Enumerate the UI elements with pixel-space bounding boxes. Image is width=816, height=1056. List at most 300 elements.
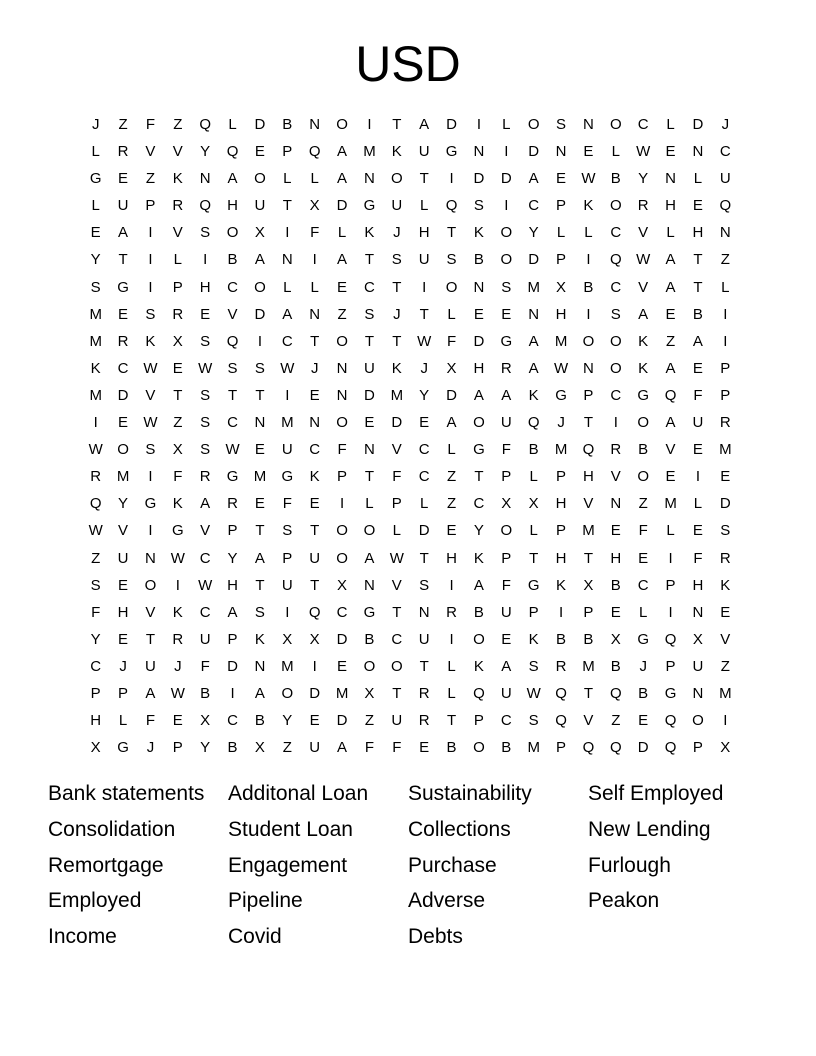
grid-letter: I	[723, 332, 728, 350]
grid-letter: Y	[282, 712, 293, 730]
grid-letter: Y	[473, 522, 484, 540]
grid-letter: O	[500, 522, 513, 540]
grid-letter: O	[473, 739, 485, 757]
grid-letter: T	[392, 116, 402, 133]
grid-letter: R	[418, 712, 430, 730]
grid-letter: X	[254, 224, 265, 242]
grid-letter: L	[420, 197, 429, 215]
grid-letter: Z	[720, 251, 730, 269]
grid-letter: C	[637, 116, 649, 133]
grid-letter: S	[446, 251, 457, 269]
grid-letter: N	[610, 495, 622, 513]
grid-letter: E	[665, 468, 676, 486]
grid-letter: K	[172, 170, 183, 188]
grid-letter: L	[666, 224, 675, 242]
grid-letter: C	[227, 414, 238, 432]
word-list-item: Employed	[48, 889, 142, 913]
grid-letter: K	[90, 359, 101, 377]
grid-letter: H	[446, 549, 457, 567]
grid-row	[82, 707, 739, 734]
grid-letter: T	[583, 549, 594, 567]
grid-letter: G	[363, 197, 376, 215]
grid-row	[82, 734, 739, 761]
grid-row	[82, 626, 739, 653]
grid-letter: T	[392, 684, 402, 702]
grid-letter: R	[555, 657, 567, 675]
grid-letter: K	[473, 549, 484, 567]
grid-letter: A	[254, 684, 265, 702]
grid-letter: O	[500, 224, 513, 242]
grid-letter: C	[90, 657, 102, 675]
grid-letter: E	[118, 170, 129, 188]
grid-letter: E	[501, 305, 512, 323]
grid-letter: M	[335, 684, 349, 702]
grid-letter: G	[664, 684, 677, 702]
grid-letter: V	[227, 305, 238, 323]
grid-letter: L	[310, 278, 319, 296]
grid-letter: R	[446, 603, 457, 621]
grid-letter: O	[390, 657, 403, 675]
grid-letter: P	[172, 739, 183, 757]
grid-letter: R	[719, 414, 731, 432]
grid-letter: E	[665, 143, 676, 161]
grid-letter: D	[418, 522, 430, 540]
grid-letter: G	[144, 495, 157, 513]
grid-letter: Z	[638, 495, 648, 513]
grid-letter: I	[175, 576, 180, 594]
word-list-item: Peakon	[588, 889, 660, 913]
grid-letter: F	[501, 441, 511, 459]
grid-letter: O	[336, 414, 348, 432]
grid-letter: S	[501, 278, 512, 296]
grid-letter: X	[501, 495, 512, 513]
grid-letter: U	[281, 441, 293, 459]
grid-letter: I	[449, 170, 454, 188]
grid-letter: W	[170, 549, 185, 567]
grid-letter: K	[145, 332, 156, 350]
grid-letter: I	[285, 386, 290, 404]
grid-letter: P	[556, 522, 567, 540]
grid-letter: H	[227, 576, 238, 594]
grid-letter: G	[117, 739, 129, 757]
grid-letter: Z	[173, 414, 183, 432]
grid-letter: O	[363, 657, 376, 675]
grid-letter: I	[476, 116, 482, 133]
grid-letter: A	[473, 386, 484, 404]
grid-letter: Y	[200, 143, 211, 161]
grid-letter: Z	[446, 468, 457, 486]
grid-letter: D	[446, 386, 457, 404]
grid-letter: L	[447, 684, 456, 702]
grid-letter: V	[391, 441, 402, 459]
grid-letter: E	[309, 495, 320, 513]
grid-letter: F	[337, 441, 347, 459]
grid-letter: T	[419, 305, 429, 323]
grid-letter: I	[148, 224, 153, 242]
grid-letter: T	[255, 522, 265, 540]
grid-letter: M	[253, 468, 267, 486]
grid-letter: P	[556, 739, 567, 757]
grid-letter: D	[309, 684, 321, 702]
grid-letter: G	[226, 468, 239, 486]
grid-letter: E	[692, 522, 703, 540]
grid-letter: I	[504, 197, 509, 215]
grid-letter: D	[364, 386, 375, 404]
grid-letter: T	[419, 170, 429, 188]
grid-letter: T	[118, 251, 128, 269]
grid-letter: B	[638, 684, 649, 702]
grid-letter: T	[474, 468, 484, 486]
grid-row	[82, 463, 739, 490]
grid-letter: L	[529, 522, 538, 540]
grid-letter: O	[582, 332, 595, 350]
grid-letter: T	[392, 603, 402, 621]
grid-letter: E	[200, 305, 211, 323]
grid-letter: W	[636, 143, 651, 161]
grid-letter: C	[199, 603, 211, 621]
grid-letter: N	[583, 359, 594, 377]
grid-letter: O	[609, 359, 622, 377]
grid-letter: V	[172, 143, 183, 161]
grid-letter: A	[419, 116, 430, 133]
grid-letter: Q	[664, 630, 677, 648]
grid-letter: G	[89, 170, 102, 188]
grid-letter: H	[199, 278, 211, 296]
grid-letter: R	[90, 468, 102, 486]
grid-letter: P	[556, 468, 567, 486]
grid-letter: V	[145, 603, 156, 621]
grid-letter: L	[693, 170, 703, 188]
grid-letter: N	[528, 305, 540, 323]
grid-letter: U	[199, 630, 211, 648]
grid-letter: P	[227, 630, 238, 648]
grid-letter: K	[172, 603, 183, 621]
grid-letter: S	[254, 603, 265, 621]
grid-letter: T	[282, 197, 292, 215]
grid-letter: W	[553, 359, 569, 377]
grid-letter: Z	[173, 116, 183, 133]
grid-letter: D	[719, 495, 731, 513]
grid-letter: T	[392, 332, 402, 350]
grid-letter: C	[418, 468, 430, 486]
grid-letter: A	[446, 414, 457, 432]
word-list-item: Additonal Loan	[228, 782, 369, 805]
grid-letter: N	[665, 170, 676, 188]
grid-letter: M	[89, 332, 102, 350]
grid-letter: T	[364, 251, 375, 269]
grid-letter: E	[419, 414, 430, 432]
grid-letter: Q	[582, 441, 595, 459]
grid-letter: S	[227, 359, 238, 377]
grid-row	[82, 274, 739, 301]
grid-letter: R	[172, 305, 184, 323]
grid-letter: P	[528, 603, 539, 621]
grid-letter: L	[666, 116, 675, 133]
grid-letter: C	[610, 278, 622, 296]
grid-letter: I	[148, 468, 153, 486]
grid-letter: Z	[665, 332, 676, 350]
grid-row	[82, 328, 739, 355]
grid-letter: D	[692, 116, 704, 133]
grid-letter: M	[664, 495, 677, 513]
grid-letter: A	[364, 549, 375, 567]
grid-letter: W	[225, 441, 240, 459]
grid-letter: C	[719, 143, 731, 161]
grid-letter: A	[337, 143, 348, 161]
word-list-item: Furlough	[588, 853, 671, 877]
grid-letter: B	[528, 441, 539, 459]
grid-letter: C	[281, 332, 293, 350]
grid-letter: M	[582, 657, 595, 675]
grid-letter: N	[692, 143, 704, 161]
grid-letter: Y	[118, 495, 129, 513]
grid-letter: L	[283, 170, 292, 188]
grid-letter: E	[254, 495, 265, 513]
grid-letter: P	[665, 657, 676, 675]
grid-letter: O	[445, 278, 458, 296]
grid-letter: F	[173, 468, 183, 486]
grid-letter: D	[227, 657, 238, 675]
grid-letter: G	[281, 468, 294, 486]
grid-letter: M	[719, 684, 732, 702]
grid-row	[82, 219, 739, 246]
grid-letter: M	[554, 332, 568, 350]
grid-letter: U	[364, 359, 375, 377]
grid-letter: I	[203, 251, 208, 269]
grid-letter: S	[254, 359, 265, 377]
grid-letter: A	[282, 305, 293, 323]
grid-letter: D	[446, 116, 457, 133]
grid-letter: S	[200, 386, 211, 404]
grid-letter: N	[254, 657, 266, 675]
grid-letter: B	[282, 116, 293, 133]
grid-letter: R	[610, 441, 622, 459]
grid-letter: Y	[638, 170, 649, 188]
grid-letter: V	[172, 224, 183, 242]
grid-letter: E	[446, 522, 457, 540]
grid-letter: L	[666, 522, 675, 540]
grid-letter: S	[720, 522, 731, 540]
grid-letter: P	[90, 684, 101, 702]
grid-letter: N	[309, 305, 321, 323]
grid-letter: I	[586, 305, 591, 323]
grid-row	[82, 545, 739, 572]
grid-letter: T	[310, 332, 320, 350]
grid-letter: J	[420, 359, 428, 377]
grid-letter: Q	[308, 143, 321, 161]
grid-letter: L	[337, 224, 347, 242]
grid-letter: L	[584, 224, 593, 242]
grid-letter: A	[145, 684, 156, 702]
grid-letter: X	[172, 441, 183, 459]
grid-letter: O	[336, 332, 348, 350]
grid-letter: B	[364, 630, 375, 648]
grid-letter: S	[419, 576, 430, 594]
grid-letter: Q	[199, 116, 212, 133]
grid-letter: T	[364, 332, 375, 350]
grid-letter: E	[501, 630, 512, 648]
grid-letter: L	[365, 495, 374, 513]
grid-letter: B	[446, 739, 457, 757]
grid-letter: D	[254, 116, 266, 133]
grid-letter: R	[199, 468, 211, 486]
grid-letter: I	[668, 603, 673, 621]
grid-letter: Q	[664, 739, 677, 757]
grid-letter: O	[144, 576, 157, 594]
grid-letter: C	[309, 441, 321, 459]
word-list-item: Bank statements	[48, 782, 205, 805]
grid-letter: D	[473, 332, 485, 350]
grid-letter: W	[389, 549, 404, 567]
grid-letter: X	[337, 576, 348, 594]
grid-letter: E	[692, 197, 703, 215]
grid-letter: K	[556, 576, 567, 594]
grid-letter: I	[285, 603, 290, 621]
grid-letter: I	[558, 603, 564, 621]
grid-letter: T	[583, 684, 594, 702]
grid-letter: J	[310, 359, 319, 377]
word-list-item: Sustainability	[408, 782, 532, 805]
grid-letter: H	[473, 359, 485, 377]
grid-letter: I	[312, 251, 317, 269]
grid-letter: I	[148, 278, 153, 296]
grid-letter: I	[148, 522, 153, 540]
grid-letter: K	[638, 332, 649, 350]
grid-letter: X	[692, 630, 703, 648]
word-list-item: Student Loan	[228, 817, 353, 841]
grid-letter: N	[364, 170, 375, 188]
grid-row	[82, 301, 739, 328]
grid-letter: S	[391, 251, 402, 269]
grid-letter: T	[310, 576, 320, 594]
grid-letter: N	[199, 170, 211, 188]
grid-letter: C	[610, 224, 622, 242]
grid-letter: U	[500, 603, 512, 621]
grid-letter: H	[610, 549, 622, 567]
grid-letter: I	[339, 495, 345, 513]
grid-letter: P	[227, 522, 238, 540]
grid-letter: W	[581, 170, 596, 188]
grid-letter: E	[720, 603, 731, 621]
grid-letter: R	[117, 332, 129, 350]
grid-letter: P	[583, 386, 594, 404]
grid-letter: J	[393, 224, 401, 242]
grid-letter: B	[692, 305, 703, 323]
grid-letter: K	[638, 359, 649, 377]
grid-letter: D	[473, 170, 485, 188]
grid-letter: E	[172, 359, 183, 377]
grid-letter: A	[227, 603, 238, 621]
grid-letter: P	[391, 495, 402, 513]
grid-letter: K	[391, 359, 402, 377]
grid-letter: I	[586, 251, 591, 269]
grid-letter: I	[449, 630, 454, 648]
grid-letter: C	[364, 278, 375, 296]
grid-letter: C	[336, 603, 348, 621]
word-list	[48, 776, 808, 955]
grid-letter: C	[227, 278, 238, 296]
grid-letter: V	[118, 522, 129, 540]
grid-letter: J	[557, 414, 565, 432]
grid-letter: F	[145, 712, 156, 730]
grid-letter: F	[392, 739, 402, 757]
grid-letter: B	[473, 251, 484, 269]
grid-letter: T	[255, 576, 265, 594]
grid-letter: J	[119, 657, 127, 675]
grid-letter: S	[528, 712, 539, 730]
grid-letter: Y	[90, 251, 101, 269]
grid-letter: O	[336, 116, 348, 133]
grid-letter: P	[172, 278, 183, 296]
grid-letter: O	[500, 251, 513, 269]
grid-letter: L	[420, 495, 429, 513]
grid-letter: M	[363, 143, 376, 161]
grid-letter: L	[502, 116, 511, 133]
grid-letter: L	[392, 522, 401, 540]
grid-letter: A	[528, 332, 539, 350]
grid-letter: U	[117, 549, 129, 567]
grid-letter: X	[309, 630, 320, 648]
grid-row	[82, 382, 739, 409]
grid-letter: L	[693, 495, 703, 513]
grid-letter: V	[200, 522, 211, 540]
grid-letter: R	[418, 684, 430, 702]
grid-letter: I	[504, 143, 509, 161]
grid-letter: S	[200, 224, 211, 242]
grid-letter: K	[364, 224, 375, 242]
grid-letter: F	[145, 116, 156, 133]
grid-letter: B	[227, 739, 238, 757]
grid-letter: E	[309, 712, 320, 730]
grid-letter: Z	[720, 657, 730, 675]
grid-letter: Q	[609, 251, 622, 269]
grid-letter: O	[637, 414, 650, 432]
grid-row	[82, 599, 739, 626]
grid-letter: R	[637, 197, 649, 215]
grid-row	[82, 409, 739, 436]
grid-letter: D	[336, 630, 348, 648]
grid-letter: D	[254, 305, 266, 323]
grid-row	[82, 355, 739, 382]
grid-letter: S	[90, 576, 101, 594]
grid-letter: Q	[308, 603, 321, 621]
grid-letter: Y	[227, 549, 238, 567]
grid-letter: N	[336, 359, 348, 377]
grid-letter: C	[391, 630, 403, 648]
grid-letter: N	[364, 441, 375, 459]
grid-letter: U	[692, 657, 704, 675]
grid-letter: L	[556, 224, 566, 242]
grid-letter: W	[88, 522, 103, 540]
grid-row	[82, 138, 739, 165]
grid-letter: P	[282, 549, 293, 567]
grid-row	[82, 192, 739, 219]
grid-letter: X	[364, 684, 375, 702]
grid-letter: H	[555, 305, 567, 323]
grid-letter: L	[91, 143, 100, 161]
grid-letter: M	[281, 657, 294, 675]
grid-letter: W	[198, 359, 213, 377]
grid-letter: A	[665, 359, 676, 377]
grid-letter: Q	[582, 739, 595, 757]
grid-letter: K	[528, 630, 539, 648]
grid-letter: B	[638, 441, 649, 459]
grid-letter: I	[723, 712, 728, 730]
grid-letter: O	[527, 116, 540, 133]
grid-letter: E	[556, 170, 567, 188]
grid-letter: C	[528, 197, 540, 215]
grid-letter: L	[228, 116, 237, 133]
